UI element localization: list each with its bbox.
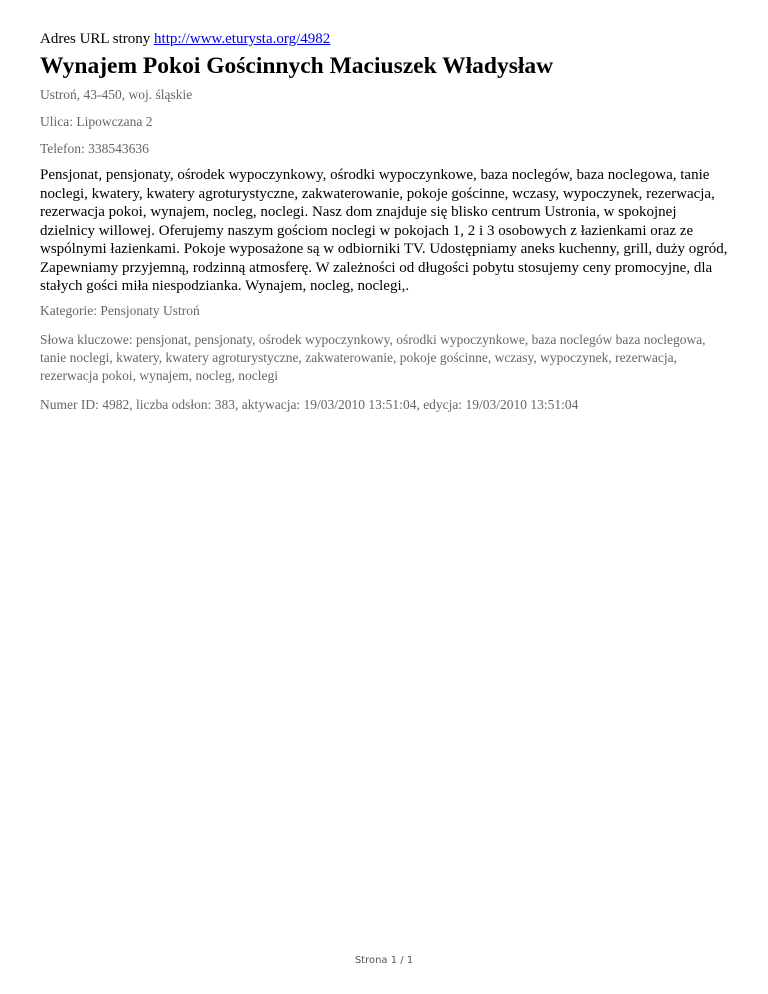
page-number-footer: Strona 1 / 1 (354, 955, 414, 966)
description-text: Pensjonat, pensjonaty, ośrodek wypoczynkowy, ośrodki wypoczynkowe, baza noclegów, baza noclegowa, tanie noclegi, kwatery, kwatery agroturystyczne, zakwaterowanie, pokoje gościnne, wczasy, wypoczynek, rezerwacja, rezerwacja pokoi, wynajem, nocleg, noclegi. Nasz dom znajduje się blisko centrum Ustronia, w spokojnej dzielnicy willowej. Oferujemy naszym gościom noclegi w pokojach 1, 2 i 3 osobowych z łazienkami oraz ze wspólnymi łazienkami. Pokoje wyposażone są w odbiorniki TV. Udostępniamy aneks kuchenny, grill, duży ogród, Zapewniamy przyjemną, rodzinną atmosferę. W zależności od długości pobytu stosujemy ceny promocyjne, dla stałych gości miła niespodzianka. Wynajem, nocleg, noclegi,. (40, 167, 728, 294)
page-title: Wynajem Pokoi Gościnnych Maciuszek Władysław (40, 53, 554, 79)
url-line (40, 30, 732, 48)
street-text: Ulica: Lipowczana 2 (40, 114, 153, 129)
page-url-link[interactable]: http://www.eturysta.org/4982 (154, 31, 331, 47)
record-info-text: Numer ID: 4982, liczba odsłon: 383, aktywacja: 19/03/2010 13:51:04, edycja: 19/03/2010 13:51:04 (40, 396, 579, 412)
address-text: Ustroń, 43-450, woj. śląskie (40, 87, 193, 102)
category-text: Kategorie: Pensjonaty Ustroń (40, 302, 200, 318)
keywords-text: Słowa kluczowe: pensjonat, pensjonaty, ośrodek wypoczynkowy, ośrodki wypoczynkowe, baza noclegów baza noclegowa, tanie noclegi, kwatery, kwatery agroturystyczne, zakwaterowanie, pokoje gościnne, wczasy, wypoczynek, rezerwacja, rezerwacja pokoi, wynajem, nocleg, noclegi (40, 331, 706, 383)
phone-text: Telefon: 338543636 (40, 141, 149, 156)
document-page (40, 30, 732, 413)
url-label: Adres URL strony (40, 31, 151, 47)
